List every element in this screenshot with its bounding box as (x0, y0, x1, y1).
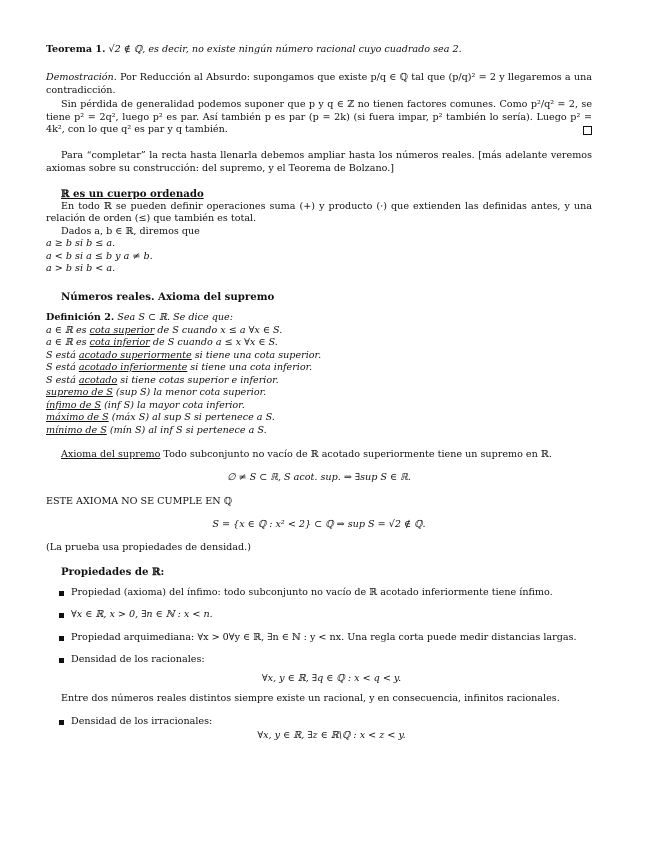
definition-label: Definición 2. (46, 312, 115, 323)
def-supremo (46, 387, 592, 400)
no-cumple-formula: S = {x ∈ ℚ : x² < 2} ⊂ ℚ ⇒ sup S = √2 ∉ ℚ. (212, 519, 426, 530)
proof-paragraph-2 (46, 99, 592, 137)
def-term: acotado inferiormente (78, 362, 188, 373)
list-item-text: Propiedad (axioma) del ínfimo: todo subconjunto no vacío de ℝ acotado inferiormente tiene ínfimo. (71, 586, 553, 598)
def-text: S está (46, 374, 79, 386)
entre-text: Entre dos números reales distintos siempre existe un racional, y en consecuencia, infinitos racionales. (61, 693, 560, 704)
def-term: cota superior (89, 324, 155, 336)
def-cota-superior (46, 325, 592, 338)
def-term: máximo de S (46, 412, 109, 423)
order-line-1: a ≥ b si b ≤ a. (46, 238, 116, 249)
ordenado-title: ℝ es un cuerpo ordenado (61, 188, 204, 200)
proof-text-2: Sin pérdida de generalidad podemos suponer que p y q ∈ ℤ no tienen factores comunes. Como p²/q² = 2, se tiene p² = 2q², luego p² es par. Así también p es par (p = 2k) (si fuera impar, p² también lo sería). Luego p² = 4k², con lo que q² es par y q también. (46, 99, 592, 135)
list-item (46, 632, 592, 645)
order-line-2: a < b si a ≤ b y a ≠ b. (46, 250, 153, 262)
def-text: si tiene cotas superior e inferior. (117, 374, 279, 386)
def-term: ínfimo de S (46, 399, 102, 411)
def-term: acotado (78, 374, 118, 386)
list-item (46, 654, 592, 685)
def-term: mínimo de S (46, 424, 107, 436)
def-text: (inf S) la mayor cota inferior. (101, 399, 245, 411)
def-term: cota inferior (89, 337, 150, 348)
bullet-icon (59, 720, 64, 725)
def-term: acotado superiormente (78, 349, 192, 361)
def-text: S está (46, 349, 79, 361)
order-line-3: a > b si b < a. (46, 263, 116, 274)
def-text: si tiene una cota inferior. (187, 362, 313, 373)
def-term: supremo de S (46, 387, 113, 398)
def-infimo (46, 400, 592, 413)
axioma-name: Axioma del supremo (61, 449, 161, 460)
completar-paragraph (46, 150, 592, 175)
def-text: si tiene una cota superior. (191, 349, 322, 361)
ordenado-text-2: Dados a, b ∈ ℝ, diremos que (61, 225, 200, 237)
proof-paragraph-1 (46, 72, 592, 97)
theorem-block (46, 44, 592, 57)
ordenado-section (46, 188, 592, 276)
def-text: a ∈ ℝ es (46, 337, 90, 348)
def-acotado-inferiormente (46, 362, 592, 375)
axioma-paragraph (46, 449, 592, 462)
def-text: (mín S) al inf S si pertenece a S. (106, 424, 267, 436)
def-text: de S cuando x ≤ a ∀x ∈ S. (154, 324, 283, 336)
qed-square-icon (583, 126, 592, 135)
completar-text: Para “completar” la recta hasta llenarla debemos ampliar hasta los números reales. [más adelante veremos axiomas sobre su construcción: del supremo, y el Teorema de Bolzano.] (46, 150, 592, 174)
theorem-label: Teorema 1. (46, 44, 106, 55)
def-text: (sup S) la menor cota superior. (112, 387, 267, 398)
def-acotado (46, 375, 592, 388)
supremo-section-heading (46, 291, 592, 304)
list-item (46, 587, 592, 600)
proof-text-1: Por Reducción al Absurdo: supongamos que existe p/q ∈ ℚ tal que (p/q)² = 2 y llegaremos a una contradicción. (46, 72, 592, 96)
no-cumple-text: ESTE AXIOMA NO SE CUMPLE EN ℚ (46, 496, 233, 507)
list-item-text: Densidad de los irracionales: (71, 715, 213, 727)
list-item-text: Densidad de los racionales: (71, 654, 205, 665)
list-item-continuation (46, 693, 592, 706)
def-acotado-superiormente (46, 350, 592, 363)
list-item-text: Propiedad arquimediana: ∀x > 0∀y ∈ ℝ, ∃n ∈ ℕ : y < nx. Una regla corta puede medir distancias largas. (71, 631, 577, 643)
no-cumple-note: (La prueba usa propiedades de densidad.) (46, 542, 251, 553)
propiedades-list (46, 587, 592, 743)
bullet-icon (59, 636, 64, 641)
list-item-text: ∀x ∈ ℝ, x > 0, ∃n ∈ ℕ : x < n. (71, 609, 213, 620)
propiedades-section (46, 566, 592, 743)
definition-block (46, 312, 592, 437)
def-text: de S cuando a ≤ x ∀x ∈ S. (149, 337, 278, 348)
bullet-icon (59, 658, 64, 663)
irracionales-formula: ∀x, y ∈ ℝ, ∃z ∈ ℝ\ℚ : x < z < y. (257, 730, 406, 741)
def-text: S está (46, 362, 79, 373)
bullet-icon (59, 591, 64, 596)
racionales-formula: ∀x, y ∈ ℝ, ∃q ∈ ℚ : x < q < y. (261, 672, 402, 684)
propiedades-title: Propiedades de ℝ: (61, 566, 165, 578)
def-text: (máx S) al sup S si pertenece a S. (108, 412, 275, 423)
def-minimo (46, 425, 592, 438)
def-cota-inferior (46, 337, 592, 350)
ordenado-text-1: En todo ℝ se pueden definir operaciones suma (+) y producto (·) que extienden las definidas antes, y una relación de orden (≤) que también es total. (46, 200, 592, 224)
def-maximo (46, 412, 592, 425)
bullet-icon (59, 613, 64, 618)
axioma-text: Todo subconjunto no vacío de ℝ acotado superiormente tiene un supremo en ℝ. (160, 449, 552, 460)
supremo-section-title: Números reales. Axioma del supremo (61, 291, 275, 303)
theorem-statement: √2 ∉ ℚ, es decir, no existe ningún número racional cuyo cuadrado sea 2. (108, 44, 462, 55)
proof-label: Demostración. (46, 72, 117, 83)
list-item (46, 609, 592, 622)
axioma-formula: ∅ ≠ S ⊂ ℝ, S acot. sup. ⇒ ∃sup S ∈ ℝ. (227, 472, 411, 483)
def-text: a ∈ ℝ es (46, 324, 90, 336)
definition-intro: Sea S ⊂ ℝ. Se dice que: (117, 312, 233, 323)
list-item (46, 716, 592, 743)
